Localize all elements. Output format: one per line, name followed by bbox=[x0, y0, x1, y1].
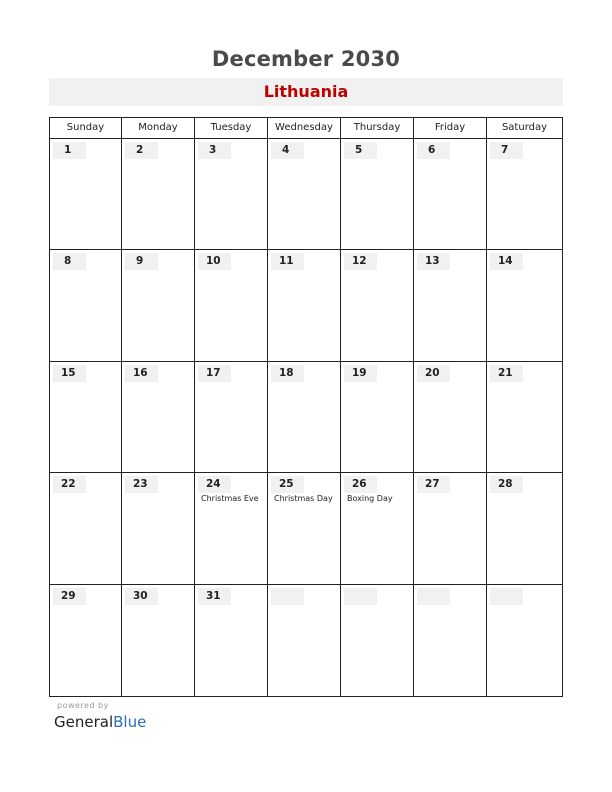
weekday-sunday: Sunday bbox=[50, 118, 122, 138]
day-number: 10 bbox=[198, 253, 231, 270]
day-number: 3 bbox=[198, 142, 231, 159]
day-cell[interactable] bbox=[487, 473, 562, 583]
day-cell[interactable] bbox=[122, 473, 195, 583]
day-cell[interactable] bbox=[487, 585, 562, 696]
week-row bbox=[50, 139, 562, 250]
weeks-container bbox=[50, 139, 562, 696]
month-calendar-grid bbox=[49, 117, 563, 697]
day-cell[interactable] bbox=[122, 139, 195, 249]
country-banner bbox=[49, 78, 563, 106]
weekday-saturday: Saturday bbox=[501, 122, 548, 133]
day-cell[interactable] bbox=[268, 139, 341, 249]
day-cell[interactable] bbox=[487, 139, 562, 249]
day-cell[interactable] bbox=[414, 585, 487, 696]
day-number: 21 bbox=[490, 365, 523, 382]
day-cell[interactable] bbox=[487, 362, 562, 472]
day-number: 1 bbox=[53, 142, 86, 159]
day-cell[interactable] bbox=[268, 362, 341, 472]
weekday-wednesday: Wednesday bbox=[268, 118, 341, 138]
day-cell[interactable] bbox=[341, 362, 414, 472]
week-row bbox=[50, 250, 562, 361]
day-cell[interactable] bbox=[195, 139, 268, 249]
weekday-header-row bbox=[50, 118, 562, 139]
day-cell[interactable] bbox=[195, 473, 268, 583]
brand-blue-text: Blue bbox=[113, 713, 147, 731]
day-cell[interactable] bbox=[50, 585, 122, 696]
day-number: 27 bbox=[417, 476, 450, 493]
day-number: 31 bbox=[198, 588, 231, 605]
day-number: 29 bbox=[53, 588, 86, 605]
day-number: 25 bbox=[271, 476, 304, 493]
day-cell[interactable] bbox=[268, 473, 341, 583]
holiday-label: Christmas Day bbox=[274, 494, 333, 504]
weekday-thursday: Thursday bbox=[341, 118, 414, 138]
day-number: 11 bbox=[271, 253, 304, 270]
calendar-title: December 2030 bbox=[211, 47, 401, 71]
day-number: 9 bbox=[125, 253, 158, 270]
day-cell[interactable] bbox=[195, 585, 268, 696]
day-number: 2 bbox=[125, 142, 158, 159]
day-cell[interactable] bbox=[50, 473, 122, 583]
day-cell[interactable] bbox=[414, 139, 487, 249]
day-number: 6 bbox=[417, 142, 450, 159]
day-number: 13 bbox=[417, 253, 450, 270]
day-cell[interactable] bbox=[50, 139, 122, 249]
day-number bbox=[271, 588, 304, 605]
weekday-friday: Friday bbox=[414, 118, 487, 138]
day-number: 20 bbox=[417, 365, 450, 382]
day-number: 5 bbox=[344, 142, 377, 159]
day-number: 22 bbox=[53, 476, 86, 493]
weekday-monday: Monday bbox=[122, 118, 195, 138]
day-number bbox=[417, 588, 450, 605]
country-name: Lithuania bbox=[263, 82, 349, 101]
day-number: 19 bbox=[344, 365, 377, 382]
day-number: 24 bbox=[198, 476, 231, 493]
week-row bbox=[50, 362, 562, 473]
generalblue-logo[interactable] bbox=[54, 713, 146, 731]
day-number: 23 bbox=[125, 476, 158, 493]
week-row bbox=[50, 473, 562, 584]
week-row bbox=[50, 585, 562, 696]
holiday-label: Boxing Day bbox=[347, 494, 393, 504]
day-cell[interactable] bbox=[341, 139, 414, 249]
day-number: 30 bbox=[125, 588, 158, 605]
day-number: 16 bbox=[125, 365, 158, 382]
day-number: 15 bbox=[53, 365, 86, 382]
day-number bbox=[344, 588, 377, 605]
day-cell[interactable] bbox=[50, 250, 122, 360]
day-number: 28 bbox=[490, 476, 523, 493]
day-number: 26 bbox=[344, 476, 377, 493]
day-cell[interactable] bbox=[414, 473, 487, 583]
day-cell[interactable] bbox=[122, 250, 195, 360]
day-cell[interactable] bbox=[122, 362, 195, 472]
day-cell[interactable] bbox=[414, 250, 487, 360]
day-cell[interactable] bbox=[268, 250, 341, 360]
day-number: 14 bbox=[490, 253, 523, 270]
holiday-label: Christmas Eve bbox=[201, 494, 259, 504]
day-number: 7 bbox=[490, 142, 523, 159]
day-cell[interactable] bbox=[195, 362, 268, 472]
brand-general-text: General bbox=[54, 713, 114, 731]
day-cell[interactable] bbox=[341, 250, 414, 360]
day-number: 17 bbox=[198, 365, 231, 382]
day-cell[interactable] bbox=[122, 585, 195, 696]
day-number: 4 bbox=[271, 142, 304, 159]
weekday-tuesday: Tuesday bbox=[195, 118, 268, 138]
day-cell[interactable] bbox=[414, 362, 487, 472]
day-number: 8 bbox=[53, 253, 86, 270]
day-cell[interactable] bbox=[195, 250, 268, 360]
day-cell[interactable] bbox=[50, 362, 122, 472]
day-number: 12 bbox=[344, 253, 377, 270]
day-cell[interactable] bbox=[341, 585, 414, 696]
day-cell[interactable] bbox=[341, 473, 414, 583]
day-number: 18 bbox=[271, 365, 304, 382]
day-number bbox=[490, 588, 523, 605]
day-cell[interactable] bbox=[487, 250, 562, 360]
powered-by-label: powered by bbox=[57, 701, 109, 710]
day-cell[interactable] bbox=[268, 585, 341, 696]
